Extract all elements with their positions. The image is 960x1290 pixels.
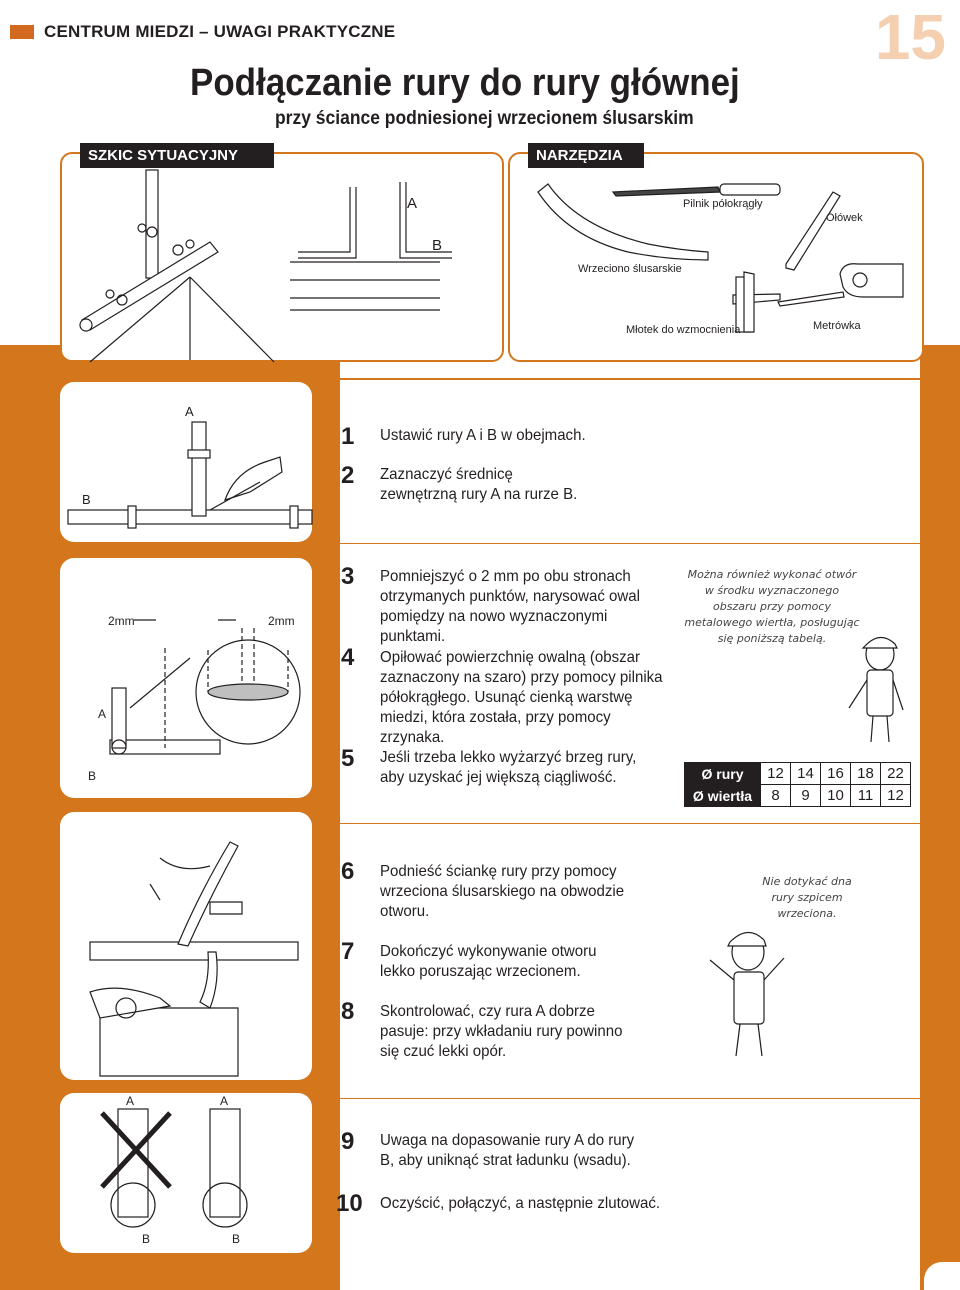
file-icon [613,187,720,196]
table-cell: 16 [821,763,851,785]
step-number: 8 [341,998,355,1025]
drill-size-table [684,762,911,807]
fig2-label-a: A [98,707,107,721]
step-number: 2 [341,462,355,489]
step-number: 5 [341,745,355,772]
worker-mascot-1 [845,626,915,746]
sketch-label: SZKIC SYTUACYJNY [80,143,274,168]
fig4-label-b-left: B [142,1232,151,1246]
step-number: 4 [341,644,355,671]
table-cell: 11 [851,785,881,807]
tool-tape-label: Metrówka [813,320,861,332]
fig2-2mm-right: 2mm [268,614,295,628]
page-number: 15 [874,1,946,73]
page-title: Podłączanie rury do rury głównej [190,62,740,104]
corner-decoration [924,1262,960,1290]
section-marker [10,25,34,39]
figure-panel-4 [60,1093,312,1253]
tool-file-label: Pilnik półokrągły [683,198,763,210]
table-row [685,785,911,807]
table-cell: 9 [791,785,821,807]
step-text: Opiłować powierzchnię owalną (obszar zaznaczony na szaro) przy pomocy pilnika półokrągłego. Usunąć cienką warstwę miedzi, która została, przy pomocy zrzynaka. [380,649,663,746]
spindle-note: Nie dotykać dna rury szpicem wrzeciona. [762,875,852,920]
table-cell: 10 [821,785,851,807]
fig4-label-a-right: A [220,1094,229,1108]
drill-note: Można również wykonać otwór w środku wyznaczonego obszaru przy pomocy metalowego wiertła, posługując się poniższą tabelą. [684,568,860,645]
step-text: Uwaga na dopasowanie rury A do rury B, aby uniknąć strat ładunku (wsadu). [380,1132,635,1169]
tools-label: NARZĘDZIA [528,143,644,168]
tool-spindle-label: Wrzeciono ślusarskie [578,263,682,275]
figure-panel-3 [60,812,312,1080]
tool-pencil-label: Ołówek [826,212,863,224]
table-cell: 12 [881,785,911,807]
step-text: Oczyścić, połączyć, a następnie zlutować. [380,1195,661,1212]
fig4-label-b-right: B [232,1232,241,1246]
page-subtitle: przy ściance podniesionej wrzecionem ślusarskim [275,108,694,129]
fig1-label-a: A [185,404,194,419]
step-text: Ustawić rury A i B w obejmach. [380,427,586,444]
table-cell: 18 [851,763,881,785]
fig4-label-a-left: A [126,1094,135,1108]
step-number: 10 [336,1190,363,1217]
step-text: Zaznaczyć średnicę zewnętrzną rury A na rurze B. [380,466,578,503]
table-header-pipe: Ø rury [685,763,761,785]
sketch-letter-a: A [407,195,418,212]
fig1-label-b: B [82,492,91,507]
sketch-letter-b: B [432,237,443,254]
step-number: 7 [341,938,355,965]
step-text: Jeśli trzeba lekko wyżarzyć brzeg rury, aby uzyskać jej większą ciągliwość. [380,749,637,786]
step-text: Pomniejszyć o 2 mm po obu stronach otrzymanych punktów, narysować owal pomiędzy na nowo wyznaczonymi punktami. [380,568,640,645]
divider [340,543,920,544]
divider [340,823,920,824]
worker-mascot-2 [700,922,800,1062]
step-text: Podnieść ściankę rury przy pomocy wrzeciona ślusarskiego na obwodzie otworu. [380,863,625,920]
fig2-2mm-left: 2mm [108,614,135,628]
step-number: 1 [341,423,355,450]
step-text: Dokończyć wykonywanie otworu lekko poruszając wrzecionem. [380,943,597,980]
step-number: 6 [341,858,355,885]
pencil-icon [786,192,840,270]
sketch-illustration [60,152,504,362]
tape-measure-icon [840,264,903,297]
table-cell: 8 [761,785,791,807]
tools-illustration [508,152,924,362]
tool-hammer-label: Młotek do wzmocnienia [626,324,741,336]
fig2-label-b: B [88,769,97,783]
step-number: 3 [341,563,355,590]
table-cell: 22 [881,763,911,785]
divider [340,1098,920,1099]
figure-panel-2 [60,558,312,798]
step-number: 9 [341,1128,355,1155]
figure-panel-1 [60,382,312,542]
divider [0,378,960,380]
table-cell: 14 [791,763,821,785]
table-cell: 12 [761,763,791,785]
section-title: CENTRUM MIEDZI – UWAGI PRAKTYCZNE [44,22,396,41]
table-row [685,763,911,785]
step-text: Skontrolować, czy rura A dobrze pasuje: przy wkładaniu rury powinno się czuć lekki opór. [380,1003,623,1060]
table-header-drill: Ø wiertła [685,785,761,807]
